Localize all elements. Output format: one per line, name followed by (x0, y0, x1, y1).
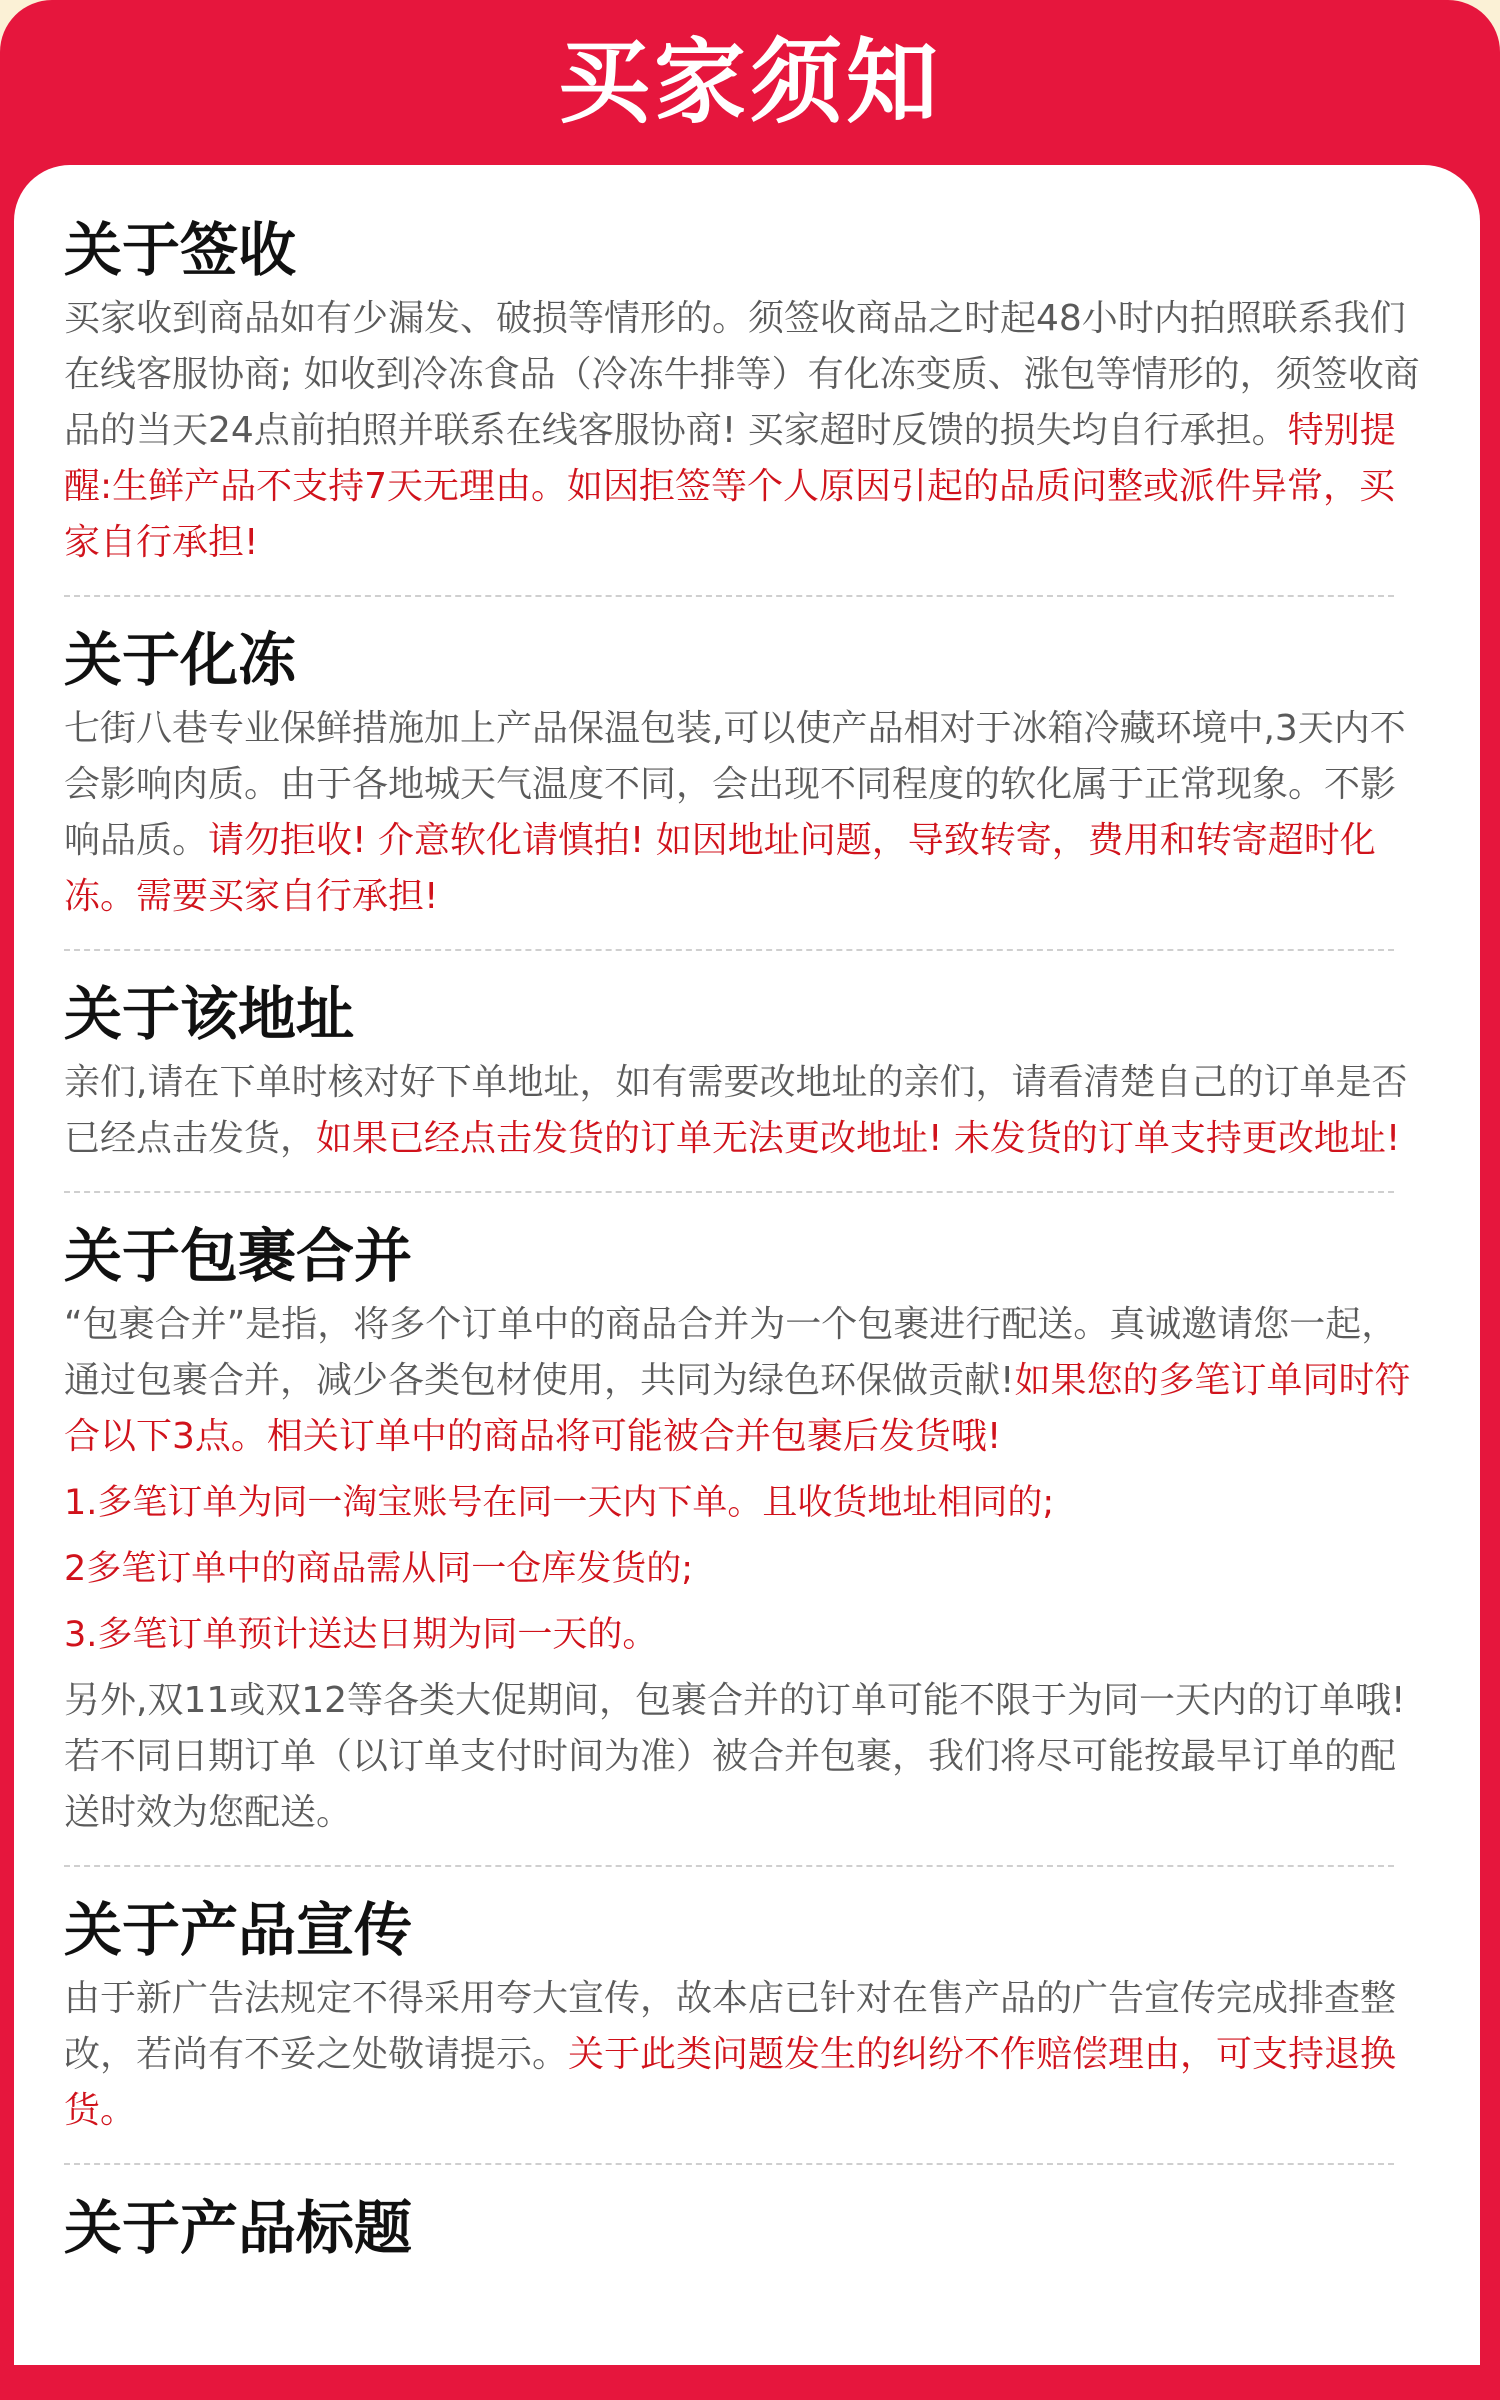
divider (64, 595, 1394, 597)
divider (64, 2163, 1394, 2165)
divider (64, 1865, 1394, 1867)
body-warning: 特别提醒:生鲜产品不支持7天无理由。如因拒签等个人原因引起的品质问整或派件异常，买家自行承担! (64, 410, 1396, 563)
notice-panel (14, 165, 1480, 2365)
body-warning: 请勿拒收! 介意软化请慎拍! 如因地址问题，导致转寄，费用和转寄超时化冻。需要买家自行承担! (64, 820, 1376, 917)
section-title: 关于产品标题 (64, 2194, 413, 2262)
section-body (64, 701, 1424, 925)
body-text: 七街八巷专业保鲜措施加上产品保温包装,可以使产品相对于冰箱冷藏环境中,3天内不会影响肉质。由于各地城天气温度不同，会出现不同程度的软化属于正常现象。不影响品质。 (64, 708, 1406, 861)
section-title: 关于签收 (64, 216, 297, 284)
condition-item: 3.多笔订单预计送达日期为同一天的。 (64, 1615, 658, 1655)
section-product-title (64, 2193, 1424, 2263)
divider (64, 949, 1394, 951)
section-title: 关于包裹合并 (64, 1222, 413, 1290)
section-title: 关于化冻 (64, 626, 297, 694)
notice-content (64, 215, 1424, 2269)
body-warning: 如果已经点击发货的订单无法更改地址! 未发货的订单支持更改地址! (316, 1118, 1401, 1159)
body-text: 买家收到商品如有少漏发、破损等情形的。须签收商品之时起48小时内拍照联系我们在线客服协商; 如收到冷冻食品（冷冻牛排等）有化冻变质、涨包等情形的，须签收商品的当天24点前拍照并联系在线客服协商! 买家超时反馈的损失均自行承担。 (64, 298, 1420, 451)
section-signing (64, 215, 1424, 571)
section-package-merge (64, 1221, 1424, 1841)
condition-item: 1.多笔订单为同一淘宝账号在同一天内下单。且收货地址相同的; (64, 1483, 1055, 1523)
body-text: 亲们,请在下单时核对好下单地址，如有需要改地址的亲们，请看清楚自己的订单是否已经点击发货， (64, 1062, 1408, 1159)
section-body (64, 1055, 1424, 1167)
section-promotion (64, 1895, 1424, 2139)
divider (64, 1191, 1394, 1193)
body-warning: 如果您的多笔订单同时符合以下3点。相关订单中的商品将可能被合并包裹后发货哦! (64, 1360, 1411, 1457)
section-body (64, 1971, 1424, 2139)
section-body (64, 1297, 1424, 1465)
section-address (64, 979, 1424, 1167)
section-thawing (64, 625, 1424, 925)
section-title: 关于产品宣传 (64, 1896, 413, 1964)
body-text: “包裹合并”是指，将多个订单中的商品合并为一个包裹进行配送。真诚邀请您一起，通过包裹合并，减少各类包材使用，共同为绿色环保做贡献! (64, 1304, 1398, 1401)
section-title: 关于该地址 (64, 980, 355, 1048)
page-title: 买家须知 (557, 29, 942, 136)
body-text: 由于新广告法规定不得采用夸大宣传，故本店已针对在售产品的广告宣传完成排查整改，若尚有不妥之处敬请提示。 (64, 1978, 1397, 2075)
body-warning: 关于此类问题发生的纠纷不作赔偿理由，可支持退换货。 (64, 2034, 1397, 2131)
section-body (64, 291, 1424, 571)
condition-item: 2多笔订单中的商品需从同一仓库发货的; (64, 1549, 694, 1589)
section-body-extra: 另外,双11或双12等各类大促期间，包裹合并的订单可能不限于为同一天内的订单哦!若不同日期订单（以订单支付时间为准）被合并包裹，我们将尽可能按最早订单的配送时效为您配送。 (64, 1680, 1406, 1833)
